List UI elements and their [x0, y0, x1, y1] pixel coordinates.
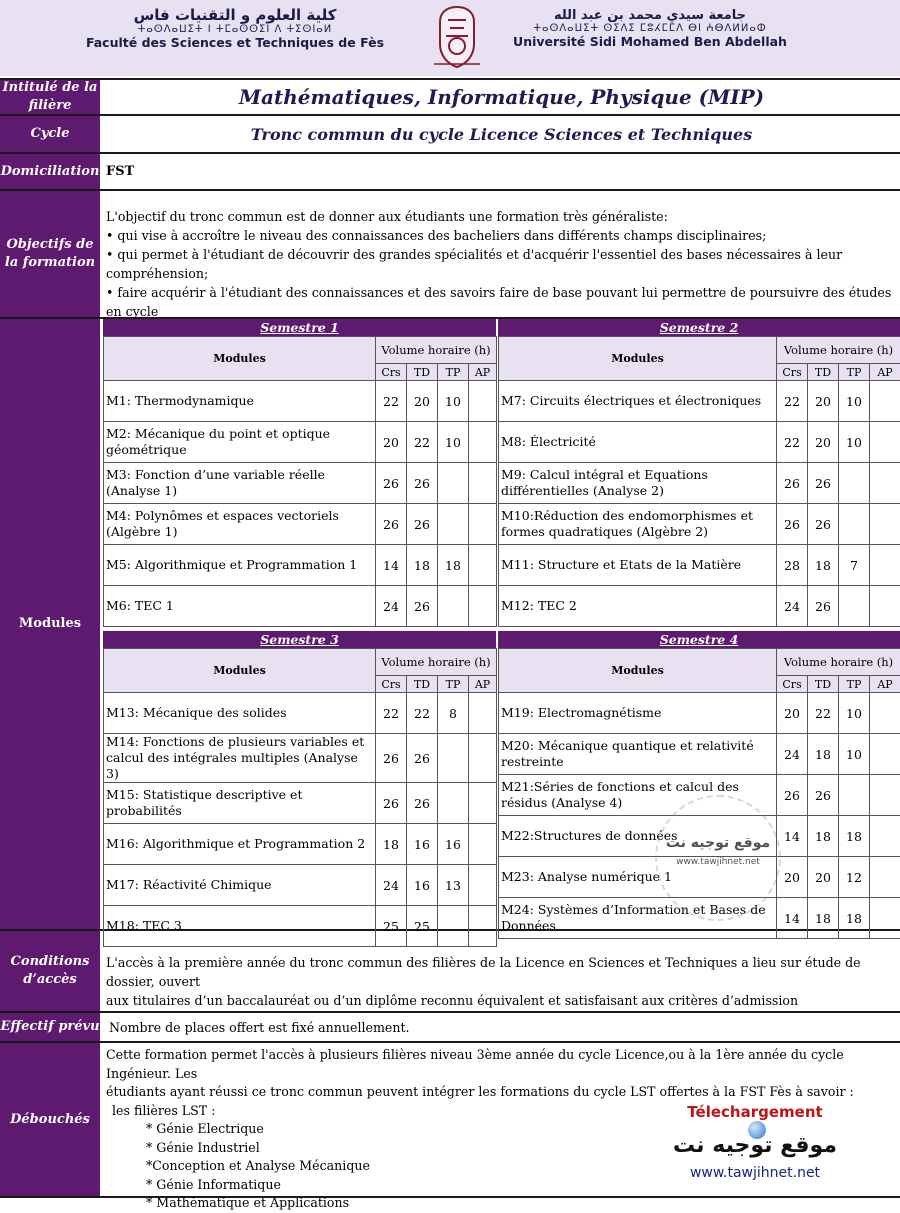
- module-row: [499, 586, 900, 627]
- university-name-arabic: جامعة سيدي محمد بن عبد الله: [500, 8, 800, 23]
- university-name-french: Université Sidi Mohamed Ben Abdellah: [500, 34, 800, 49]
- row-cycle: [0, 116, 900, 152]
- ap-hours: [469, 734, 497, 783]
- stamp-url: www.tawjihnet.net: [657, 857, 779, 867]
- module-row: [104, 693, 497, 734]
- tp-hours: 12: [839, 857, 870, 898]
- td-header: TD: [808, 676, 839, 693]
- crs-hours: 26: [777, 463, 808, 504]
- module-name: M17: Réactivité Chimique: [104, 865, 376, 906]
- university-block: [500, 8, 800, 49]
- td-hours: 26: [407, 463, 438, 504]
- module-row: [104, 422, 497, 463]
- tp-hours: [438, 463, 469, 504]
- debouches-item: * Génie Industriel: [106, 1139, 900, 1158]
- objectifs-line: L'objectif du tronc commun est de donner aux étudiants une formation très généraliste:: [106, 207, 900, 226]
- debouches-line: Cette formation permet l'accès à plusieurs filières niveau 3ème année du cycle Licence,ou à la 1ère année du cycle Ingénieur. Les: [106, 1046, 900, 1083]
- modules-area: [103, 319, 900, 929]
- module-row: [104, 504, 497, 545]
- debouches-item: * Génie Electrique: [106, 1120, 900, 1139]
- td-hours: 22: [407, 693, 438, 734]
- watermark-logo: [660, 1103, 850, 1181]
- faculty-block: [70, 6, 400, 50]
- tp-hours: 18: [839, 898, 870, 939]
- ap-hours: [870, 422, 900, 463]
- university-logo: [428, 4, 486, 70]
- module-row: [104, 381, 497, 422]
- watermark-arabic: موقع توجيه نت: [660, 1133, 850, 1158]
- tp-hours: [438, 504, 469, 545]
- module-name: M4: Polynômes et espaces vectoriels (Algèbre 1): [104, 504, 376, 545]
- module-name: M11: Structure et Etats de la Matière: [499, 545, 777, 586]
- crs-hours: 26: [376, 463, 407, 504]
- module-row: [104, 586, 497, 627]
- module-name: M10:Réduction des endomorphismes et formes quadratiques (Algèbre 2): [499, 504, 777, 545]
- label-cycle: Cycle: [0, 116, 100, 152]
- crs-hours: 24: [777, 586, 808, 627]
- module-name: M9: Calcul intégral et Equations différentielles (Analyse 2): [499, 463, 777, 504]
- row-objectifs: [0, 191, 900, 317]
- volume-header: Volume horaire (h): [376, 649, 497, 676]
- ap-hours: [469, 422, 497, 463]
- ap-hours: [870, 734, 900, 775]
- module-name: M1: Thermodynamique: [104, 381, 376, 422]
- td-hours: 16: [407, 865, 438, 906]
- modules-header: Modules: [499, 649, 777, 693]
- faculty-name-tifinagh: ⵜⴰⵙⴷⴰⵡⵉⵜ ⵏ ⵜⵎⴰⵙⵙⵉⵏ ⴷ ⵜⵉⵙⵏⴰⵍ: [70, 24, 400, 35]
- td-hours: 20: [808, 422, 839, 463]
- crs-hours: 22: [376, 381, 407, 422]
- faculty-name-french: Faculté des Sciences et Techniques de Fès: [70, 35, 400, 50]
- module-name: M18: TEC 3: [104, 906, 376, 947]
- td-header: TD: [808, 364, 839, 381]
- td-hours: 26: [808, 463, 839, 504]
- row-domiciliation: [0, 154, 900, 189]
- td-hours: 26: [808, 504, 839, 545]
- watermark-title: Télechargement: [660, 1103, 850, 1121]
- ap-hours: [469, 545, 497, 586]
- ap-header: AP: [469, 364, 497, 381]
- module-name: M8: Électricité: [499, 422, 777, 463]
- tp-hours: 10: [839, 693, 870, 734]
- module-name: M3: Fonction d’une variable réelle (Analyse 1): [104, 463, 376, 504]
- crs-hours: 18: [376, 824, 407, 865]
- module-name: M21:Séries de fonctions et calcul des résidus (Analyse 4): [499, 775, 777, 816]
- debouches-item: *Conception et Analyse Mécanique: [106, 1157, 900, 1176]
- module-row: [499, 422, 900, 463]
- label-domiciliation: Domiciliation: [0, 154, 100, 189]
- university-name-tifinagh: ⵜⴰⵙⴷⴰⵡⵉⵜ ⵙⵉⴷⵉ ⵎⵓⵃⵎⵎⴷ ⴱⵏ ⵄⴱⴷⵍⵍⴰⵀ: [500, 23, 800, 34]
- row-effectif: [0, 1013, 900, 1041]
- modules-header: Modules: [104, 649, 376, 693]
- td-hours: 25: [407, 906, 438, 947]
- td-hours: 18: [808, 545, 839, 586]
- module-name: M15: Statistique descriptive et probabilités: [104, 783, 376, 824]
- objectifs-line: • faire acquérir à l'étudiant des connaissances et des savoirs faire de base pouvant lui permettre de poursuivre des études en cycle: [106, 283, 900, 321]
- td-hours: 26: [808, 775, 839, 816]
- ap-hours: [870, 381, 900, 422]
- tp-hours: [438, 586, 469, 627]
- conditions-line: L'accès à la première année du tronc commun des filières de la Licence en Sciences et Techniques a lieu sur étude de dossier, ouvert: [106, 953, 900, 991]
- module-name: M20: Mécanique quantique et relativité restreinte: [499, 734, 777, 775]
- td-hours: 18: [407, 545, 438, 586]
- debouches-line: étudiants ayant réussi ce tronc commun peuvent intégrer les formations du cycle LST offertes à la FST Fès à savoir :: [106, 1083, 900, 1102]
- header-banner: [0, 0, 900, 76]
- ap-header: AP: [870, 364, 900, 381]
- crs-header: Crs: [777, 364, 808, 381]
- module-name: M16: Algorithmique et Programmation 2: [104, 824, 376, 865]
- crs-hours: 26: [376, 504, 407, 545]
- tp-hours: [839, 586, 870, 627]
- crs-hours: 22: [777, 422, 808, 463]
- semester-title: Semestre 2: [498, 319, 900, 336]
- crs-hours: 22: [777, 381, 808, 422]
- td-header: TD: [407, 364, 438, 381]
- conditions-line: aux titulaires d’un baccalauréat ou d’un diplôme reconnu équivalent et satisfaisant aux critères d’admission: [106, 991, 900, 1010]
- modules-header: Modules: [499, 337, 777, 381]
- crs-hours: 25: [376, 906, 407, 947]
- td-hours: 18: [808, 734, 839, 775]
- module-name: M19: Electromagnétisme: [499, 693, 777, 734]
- ap-hours: [469, 463, 497, 504]
- ap-hours: [870, 693, 900, 734]
- module-row: [104, 783, 497, 824]
- crs-hours: 14: [376, 545, 407, 586]
- td-hours: 22: [808, 693, 839, 734]
- ap-hours: [870, 775, 900, 816]
- ap-hours: [870, 816, 900, 857]
- module-row: [499, 693, 900, 734]
- crs-hours: 14: [777, 816, 808, 857]
- tp-hours: 10: [839, 422, 870, 463]
- semester-table: [103, 336, 497, 627]
- label-debouches: Débouchés: [0, 1043, 100, 1196]
- tp-hours: [839, 504, 870, 545]
- crs-header: Crs: [376, 364, 407, 381]
- tp-header: TP: [839, 676, 870, 693]
- conditions-text: [103, 931, 900, 1011]
- crs-hours: 26: [777, 504, 808, 545]
- ap-hours: [469, 693, 497, 734]
- tp-hours: 18: [438, 545, 469, 586]
- td-hours: 20: [808, 381, 839, 422]
- module-row: [104, 463, 497, 504]
- volume-header: Volume horaire (h): [777, 649, 900, 676]
- objectifs-line: • qui vise à accroître le niveau des connaissances des bacheliers dans différents champs disciplinaires;: [106, 226, 900, 245]
- module-row: [104, 824, 497, 865]
- tp-hours: 10: [839, 734, 870, 775]
- tp-hours: 13: [438, 865, 469, 906]
- td-hours: 26: [407, 586, 438, 627]
- td-hours: 26: [407, 783, 438, 824]
- tp-header: TP: [839, 364, 870, 381]
- module-row: [499, 463, 900, 504]
- domiciliation-value: FST: [103, 154, 900, 189]
- crs-hours: 26: [777, 775, 808, 816]
- label-modules: Modules: [0, 319, 100, 929]
- semester-title: Semestre 1: [103, 319, 496, 336]
- module-name: M23: Analyse numérique 1: [499, 857, 777, 898]
- label-objectifs: Objectifs de la formation: [0, 191, 100, 317]
- tp-hours: 7: [839, 545, 870, 586]
- label-conditions: Conditions d’accès: [0, 931, 100, 1011]
- crs-hours: 24: [376, 865, 407, 906]
- module-row: [104, 545, 497, 586]
- tp-hours: 10: [438, 381, 469, 422]
- semester-table: [498, 336, 900, 627]
- crs-hours: 24: [777, 734, 808, 775]
- volume-header: Volume horaire (h): [376, 337, 497, 364]
- crs-hours: 14: [777, 898, 808, 939]
- stamp-watermark: [655, 795, 781, 921]
- crs-header: Crs: [777, 676, 808, 693]
- semester-table: [103, 648, 497, 947]
- ap-hours: [469, 865, 497, 906]
- module-row: [499, 504, 900, 545]
- ap-hours: [469, 586, 497, 627]
- volume-header: Volume horaire (h): [777, 337, 900, 364]
- ap-hours: [870, 586, 900, 627]
- module-name: M14: Fonctions de plusieurs variables et calcul des intégrales multiples (Analyse 3): [104, 734, 376, 783]
- crs-hours: 28: [777, 545, 808, 586]
- module-name: M7: Circuits électriques et électroniques: [499, 381, 777, 422]
- watermark-url: www.tawjihnet.net: [660, 1165, 850, 1181]
- crs-header: Crs: [376, 676, 407, 693]
- semester-title: Semestre 4: [498, 631, 900, 648]
- module-name: M12: TEC 2: [499, 586, 777, 627]
- crs-hours: 22: [376, 693, 407, 734]
- ap-hours: [870, 857, 900, 898]
- module-name: M2: Mécanique du point et optique géométrique: [104, 422, 376, 463]
- module-row: [499, 545, 900, 586]
- module-row: [104, 734, 497, 783]
- objectifs-line: • qui permet à l'étudiant de découvrir des grandes spécialités et d'acquérir l'essentiel des bases nécessaires à leur compréhension;: [106, 245, 900, 283]
- tp-hours: 8: [438, 693, 469, 734]
- faculty-name-arabic: كلية العلوم و التقنيات فاس: [70, 6, 400, 24]
- label-filiere: Intitulé de la filière: [0, 80, 100, 114]
- module-name: M13: Mécanique des solides: [104, 693, 376, 734]
- cycle-value: Tronc commun du cycle Licence Sciences et Techniques: [103, 116, 900, 152]
- debouches-item: * Génie Informatique: [106, 1176, 900, 1195]
- td-hours: 26: [407, 734, 438, 783]
- ap-hours: [870, 545, 900, 586]
- filiere-title: Mathématiques, Informatique, Physique (MIP): [103, 80, 900, 114]
- td-hours: 26: [808, 586, 839, 627]
- crs-hours: 24: [376, 586, 407, 627]
- ap-hours: [469, 504, 497, 545]
- td-hours: 18: [808, 816, 839, 857]
- crs-hours: 26: [376, 734, 407, 783]
- module-name: M5: Algorithmique et Programmation 1: [104, 545, 376, 586]
- tp-header: TP: [438, 676, 469, 693]
- debouches-line: les filières LST :: [106, 1102, 900, 1121]
- module-name: M6: TEC 1: [104, 586, 376, 627]
- crs-hours: 20: [376, 422, 407, 463]
- td-hours: 22: [407, 422, 438, 463]
- ap-hours: [870, 504, 900, 545]
- tp-hours: 16: [438, 824, 469, 865]
- module-row: [499, 381, 900, 422]
- module-row: [499, 734, 900, 775]
- label-effectif: Effectif prévu: [0, 1013, 100, 1041]
- tp-hours: [839, 775, 870, 816]
- crs-hours: 20: [777, 857, 808, 898]
- ap-hours: [870, 463, 900, 504]
- stamp-arabic: موقع توجيه نت: [657, 835, 779, 851]
- row-filiere: [0, 80, 900, 114]
- td-hours: 16: [407, 824, 438, 865]
- tp-hours: [438, 734, 469, 783]
- td-hours: 20: [407, 381, 438, 422]
- module-name: M24: Systèmes d’Information et Bases de Données: [499, 898, 777, 939]
- modules-header: Modules: [104, 337, 376, 381]
- crs-hours: 20: [777, 693, 808, 734]
- td-header: TD: [407, 676, 438, 693]
- effectif-value: Nombre de places offert est fixé annuellement.: [103, 1013, 900, 1041]
- tp-hours: 10: [839, 381, 870, 422]
- tp-hours: 18: [839, 816, 870, 857]
- tp-hours: 10: [438, 422, 469, 463]
- ap-header: AP: [870, 676, 900, 693]
- tp-hours: [839, 463, 870, 504]
- td-hours: 18: [808, 898, 839, 939]
- crs-hours: 26: [376, 783, 407, 824]
- ap-hours: [469, 381, 497, 422]
- module-row: [104, 865, 497, 906]
- ap-hours: [469, 783, 497, 824]
- module-name: M22:Structures de données: [499, 816, 777, 857]
- semester-title: Semestre 3: [103, 631, 496, 648]
- tp-hours: [438, 783, 469, 824]
- td-hours: 20: [808, 857, 839, 898]
- ap-header: AP: [469, 676, 497, 693]
- tp-header: TP: [438, 364, 469, 381]
- objectifs-text: [103, 191, 900, 317]
- debouches-item: * Mathématique et Applications: [106, 1194, 900, 1213]
- td-hours: 26: [407, 504, 438, 545]
- row-conditions: [0, 931, 900, 1011]
- ap-hours: [469, 824, 497, 865]
